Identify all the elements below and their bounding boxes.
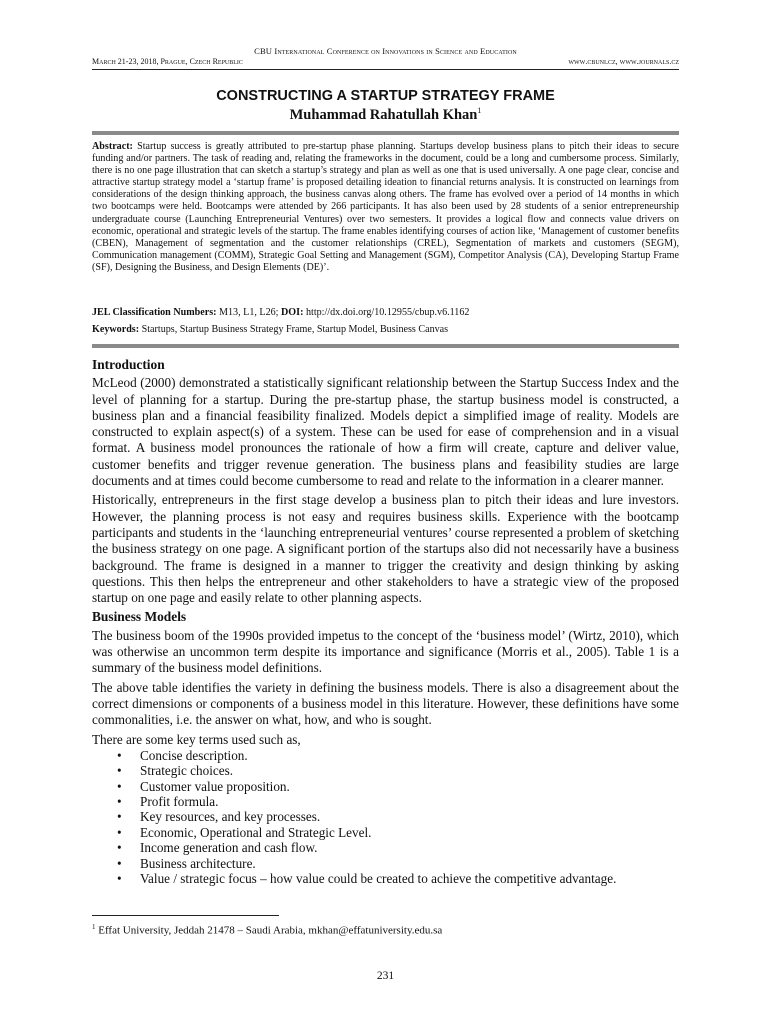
paper-title: CONSTRUCTING A STARTUP STRATEGY FRAME [216,88,555,104]
key-terms-list [92,748,679,887]
conference-websites: www.cbuni.cz, www.journals.cz [568,57,679,66]
header-subline [92,57,679,66]
list-item: • Income generation and cash flow. [140,840,679,855]
business-models-paragraph: The above table identifies the variety in defining the business models. There is also a disagreement about the correct dimensions or components of a business model in this literature. However, these definitions have some commonalities, i.e. the answer on what, how, and who is sought. [92,679,679,728]
author-name: Muhammad Rahatullah Khan [289,106,478,123]
list-item: • Profit formula. [140,794,679,809]
list-item: • Key resources, and key processes. [140,809,679,824]
introduction-paragraph: Historically, entrepreneurs in the first stage develop a business plan to pitch their ideas and lure investors. However, the planning process is not easy and requires business skills. Experience with the bootcamp participants and students in the ‘launching entrepreneurial ventures’ course represented a problem of sketching the business strategy on one page. A significant portion of the startups also did not necessarily have a business background. The frame is designed in a manner to trigger the creativity and design thinking by asking questions. This then helps the entrepreneur and other stakeholders to have a strategic view of the proposed startup on one page and easily relate to other planning aspects. [92,492,679,606]
list-item: • Customer value proposition. [140,779,679,794]
introduction-heading: Introduction [92,357,165,372]
page-number: 231 [376,970,395,982]
conference-header [92,46,679,56]
conference-dates: March 21-23, 2018, Prague, Czech Republic [92,57,243,66]
footnote-rule [92,915,279,916]
abstract-bottom-rule [92,344,679,348]
abstract [92,141,679,274]
jel-label: JEL Classification Numbers: [92,307,217,318]
doi-link[interactable]: http://dx.doi.org/10.12955/cbup.v6.1162 [305,307,470,318]
footnote-mark: 1 [92,923,96,931]
paper-author [92,106,679,124]
keywords-label: Keywords: [92,324,140,335]
list-item: • Concise description. [140,748,679,763]
key-terms-intro: There are some key terms used such as, [92,731,301,747]
author-footnote-mark: 1 [477,106,482,115]
jel-doi-line [92,307,679,319]
doi-label: DOI: [281,307,304,318]
abstract-top-rule [92,131,679,135]
conference-name: CBU International Conference on Innovations in Science and Education [254,46,517,56]
keywords-line [92,324,679,336]
keywords-value: Startups, Startup Business Strategy Frame, Startup Model, Business Canvas [141,324,449,335]
jel-value: M13, L1, L26; [219,307,279,318]
list-item: • Business architecture. [140,856,679,871]
paper-body [92,355,679,886]
abstract-label: Abstract: [92,141,133,152]
footnote [92,923,442,937]
business-models-heading: Business Models [92,609,187,625]
business-models-paragraph: The business boom of the 1990s provided impetus to the concept of the ‘business model’ (Wirtz, 2010), which was otherwise an uncommon term despite its importance and significance (Morris et al., 2005). Table 1 is a summary of the business model definitions. [92,627,679,676]
header-rule [92,69,679,70]
introduction-paragraph: McLeod (2000) demonstrated a statistically significant relationship between the Startup Success Index and the level of planning for a startup. During the pre-startup phase, the startup business model is constructed, a business plan and a financial feasibility finalized. Models depict a simplified image of reality. Models are constructed to explain aspect(s) of a system. These can be used for ease of comprehension and in a visual format. A business model pronounces the rationale of how a firm will create, capture and deliver value, customer benefits and trigger revenue generation. The business plans and feasibility studies are large documents and at times could become cumbersome to read and relate to the information in a clearer manner. [92,375,679,489]
list-item: • Value / strategic focus – how value could be created to achieve the competitive advantage. [140,871,679,886]
list-item: • Strategic choices. [140,763,679,778]
footnote-text: Effat University, Jeddah 21478 – Saudi Arabia, mkhan@effatuniversity.edu.sa [95,924,443,937]
abstract-text: Startup success is greatly attributed to pre-startup phase planning. Startups develop business plans to pitch their ideas to secure funding and/or partners. The task of reading and, relating the frameworks in the document, could be a long and cumbersome process. Similarly, there is no one page illustration that can sketch a startup’s strategy and plan as well as one that is used universally. A one page clear, concise and attractive startup strategy model a ‘startup frame’ is proposed detailing ideation to financial returns analysis. It is constructed on learnings from considerations of the design thinking approach, the business canvas along others. The frame has evolved over a period of 14 months in which two bootcamps were held. Bootcamps were attended by 266 participants. It has also been used by 28 students of a senior entrepreneurship undergraduate course (Launching Entrepreneurial Ventures) over two semesters. It provides a logical flow and connects value drivers on economic, operational and strategic levels of the startup. The frame enables identifying courses of action like, ‘Management of customer benefits (CBEN), Management of segmentation and the customer relationships (CREL), Segmentation of markets and customers (SEGM), Communication management (COMM), Strategic Goal Setting and Management (SGM), Competitor Analysis (CA), Developing Startup Frame (SF), Designing the Business, and Design Elements (DE)’. [92,141,680,273]
list-item: • Economic, Operational and Strategic Level. [140,825,679,840]
